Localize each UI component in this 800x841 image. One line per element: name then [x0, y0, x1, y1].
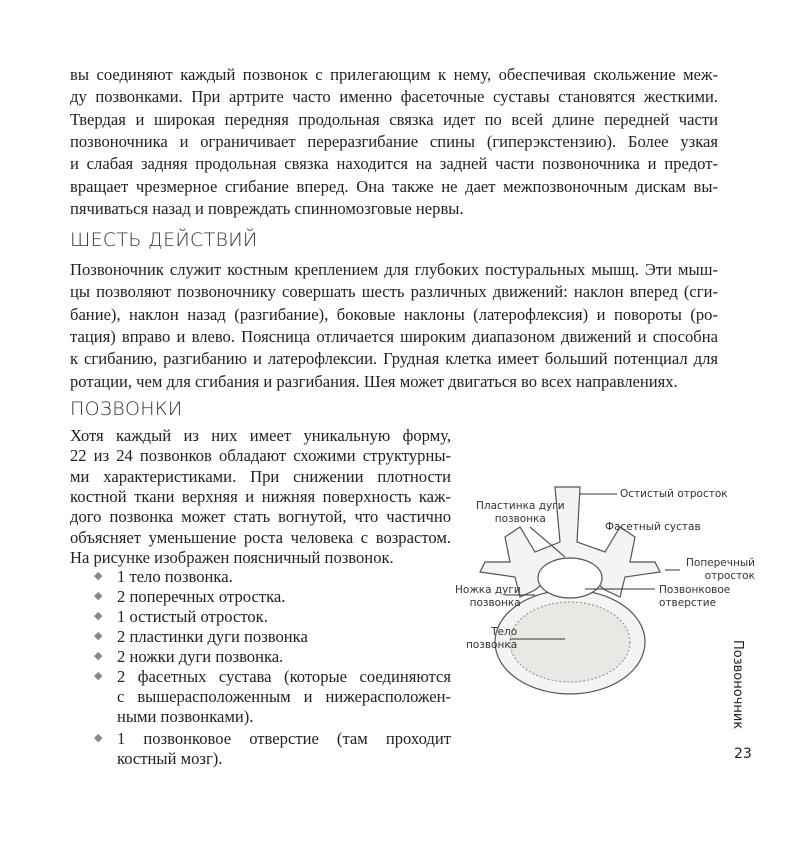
text-line: костной ткани верхняя и нижняя поверхность каж-: [70, 486, 451, 506]
list-item-line: 2 фасетных сустава (которые соединяются: [117, 667, 451, 686]
list-item-line: 1 позвонковое отверстие (там проходит: [117, 729, 451, 748]
chapter-side-title: Позвоночник: [730, 640, 745, 730]
text-line: ротации, чем для сгибания и разгибания. Шея может двигаться во всех направлениях.: [70, 371, 678, 391]
list-item-line: 2 поперечных отростка.: [117, 587, 286, 606]
text-line: ду позвонками. При артрите часто именно фасеточные суставы становятся жесткими.: [70, 87, 718, 107]
text-line: 22 из 24 позвонков обладают схожими структурны-: [70, 446, 451, 466]
text-line: к сгибанию, разгибанию и латерофлексии. Грудная клетка имеет больший потенциал для: [70, 349, 718, 369]
bullet-icon: ◆: [94, 650, 103, 662]
page-number: 23: [734, 746, 752, 762]
text-line: Позвоночник служит костным креплением для глубоких постуральных мышц. Эти мыш-: [70, 260, 718, 279]
label-transverse-process: Поперечный отросток: [686, 557, 755, 582]
label-vertebral-body: Тело позвонка: [466, 626, 518, 651]
list-item-line: 1 тело позвонка.: [117, 567, 233, 586]
text-line: и слабая задняя продольная связка находится на задней части позвоночника и предот-: [70, 154, 718, 174]
text-line: ми характеристиками. При снижении плотности: [70, 466, 451, 486]
section-heading-vertebrae: ПОЗВОНКИ: [70, 398, 183, 420]
bullet-icon: ◆: [94, 590, 103, 602]
text-line: объясняет уменьшение роста человека с возрастом.: [70, 527, 451, 547]
list-item-line: 1 остистый отросток.: [117, 607, 268, 626]
list-item-line: ными позвонками).: [117, 707, 254, 726]
text-line: дого позвонка может стать вогнутой, что частично: [70, 507, 451, 527]
text-line: На рисунке изображен поясничный позвонок.: [70, 547, 394, 567]
text-line: тация) вправо и влево. Поясница отличается широким диапазоном движений и способна: [70, 326, 718, 346]
text-line: позвоночника и ограничивает переразгибание спины (гиперэкстензию). Более узкая: [70, 131, 718, 151]
label-spinous-process: Остистый отросток: [620, 488, 728, 500]
section-heading-six-actions: ШЕСТЬ ДЕЙСТВИЙ: [70, 229, 258, 251]
text-line: Хотя каждый из них имеет уникальную форму,: [70, 426, 451, 445]
text-line: Твердая и широкая передняя продольная связка идет по всей длине передней части: [70, 109, 718, 129]
list-item-line: 2 пластинки дуги позвонка: [117, 627, 308, 646]
text-line: вы соединяют каждый позвонок с прилегающим к нему, обеспечивая скольжение меж-: [70, 65, 718, 84]
list-item-line: костный мозг).: [117, 749, 223, 768]
bullet-icon: ◆: [94, 670, 103, 682]
bullet-icon: ◆: [94, 610, 103, 622]
label-lamina: Пластинка дуги позвонка: [476, 500, 565, 525]
bullet-icon: ◆: [94, 570, 103, 582]
text-line: вращает чрезмерное сгибание вперед. Она также не дает межпозвоночным дискам вы-: [70, 176, 718, 196]
text-line: цы позволяют позвоночнику совершать шесть различных движений: наклон вперед (сги-: [70, 282, 718, 302]
bullet-icon: ◆: [94, 630, 103, 642]
list-item-line: 2 ножки дуги позвонка.: [117, 647, 284, 666]
bullet-icon: ◆: [94, 732, 103, 744]
list-item-line: с вышерасположенным и нижерасположен-: [117, 687, 451, 706]
label-vertebral-foramen: Позвонковое отверстие: [659, 584, 731, 609]
text-line: бание), наклон назад (разгибание), боковые наклоны (латерофлексия) и повороты (ро-: [70, 304, 718, 324]
label-pedicle: Ножка дуги позвонка: [455, 584, 521, 609]
label-facet-joint: Фасетный сустав: [605, 521, 701, 533]
text-line: пячиваться назад и повреждать спинномозговые нервы.: [70, 198, 464, 218]
